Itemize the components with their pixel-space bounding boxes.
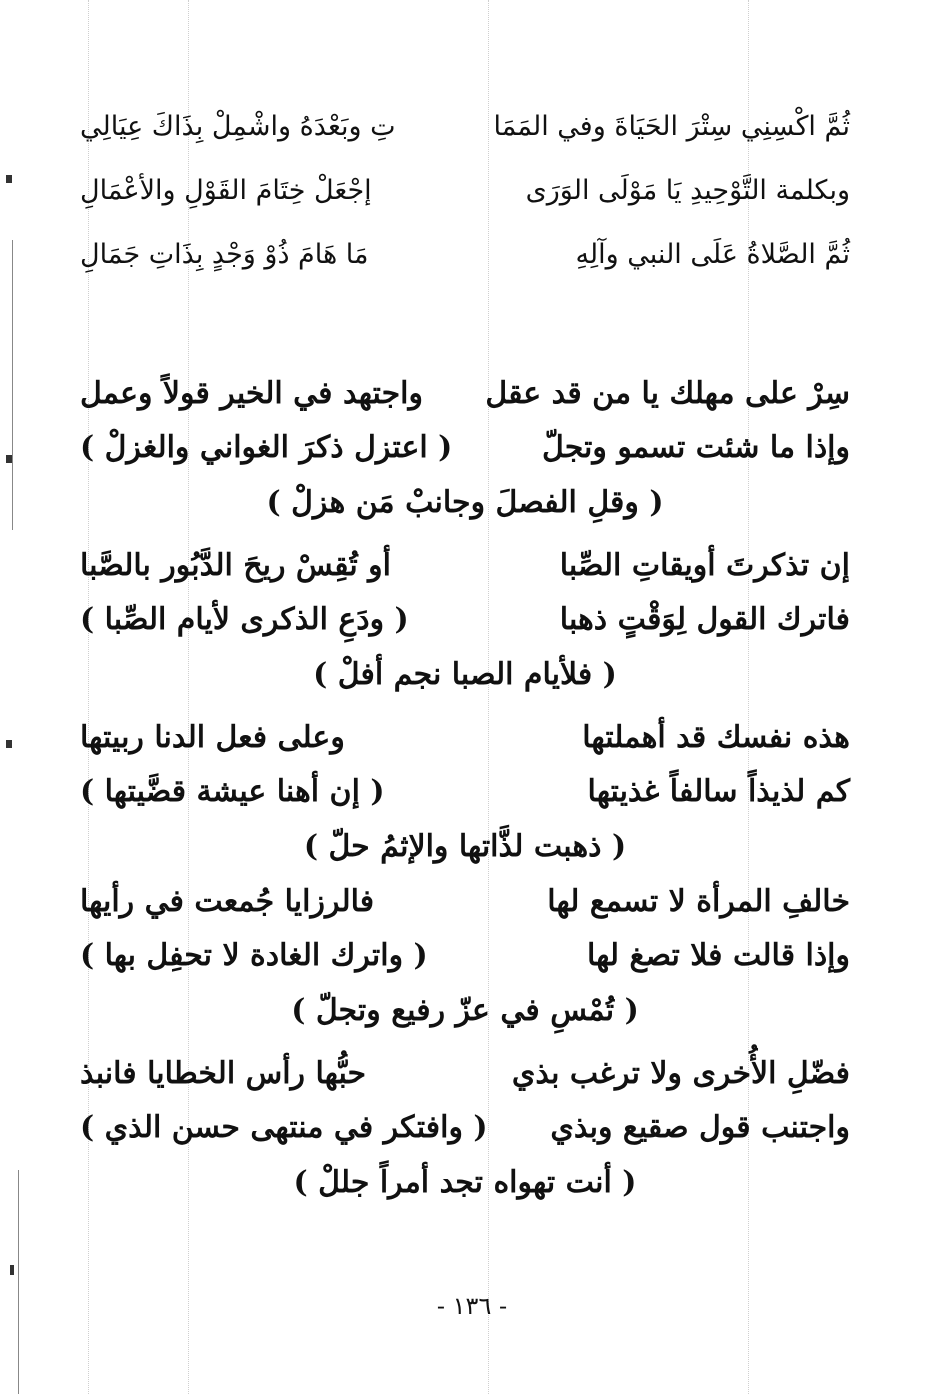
hemistich-right: وإذا قالت فلا تصغ لها <box>586 938 850 973</box>
poem-stanza <box>80 95 850 287</box>
hemistich-left: أو تُقِسْ ريحَ الدَّبُور بالصَّبا <box>80 548 391 583</box>
hemistich-left: حبُّها رأس الخطايا فانبذ <box>80 1056 367 1091</box>
mukhammas-line <box>80 1047 850 1101</box>
mukhammas-line <box>80 711 850 765</box>
hemistich-left: ( إن أهنا عيشة قضَّيتها ) <box>80 774 385 809</box>
scan-edge-line <box>12 240 13 530</box>
scan-dot <box>6 175 12 183</box>
verse-line <box>80 223 850 287</box>
mukhammas-stanza <box>80 875 850 1039</box>
hemistich-left: ( ودَعِ الذكرى لأيام الصِّبا ) <box>80 602 409 637</box>
hemistich-left: واجتهد في الخير قولاً وعمل <box>80 376 423 411</box>
mukhammas-line <box>80 875 850 929</box>
mukhammas-line <box>80 367 850 421</box>
mukhammas-line <box>80 421 850 475</box>
stanza-refrain: ( تُمْسِ في عزّ رفيع وتجلّ ) <box>291 993 639 1028</box>
hemistich-left: ( اعتزل ذكرَ الغواني والغزلْ ) <box>80 430 453 465</box>
hemistich-right: فضّلِ الأُخرى ولا ترغب بذي <box>511 1056 850 1091</box>
mukhammas-stanza <box>80 1047 850 1211</box>
hemistich-right: هذه نفسك قد أهملتها <box>582 720 850 755</box>
hemistich-left: ( واترك الغادة لا تحفِل بها ) <box>80 938 428 973</box>
verse-hemistich-right: ثُمَّ الصَّلاةُ عَلَى النبي وآلِهِ <box>575 239 850 270</box>
mukhammas-line <box>80 1101 850 1155</box>
hemistich-right: واجتنب قول صقيع وبذي <box>550 1110 850 1145</box>
verse-hemistich-left: تِ وبَعْدَهُ واشْمِلْ بِذَاكَ عِيَالِي <box>80 111 396 142</box>
stanza-refrain: ( وقلِ الفصلَ وجانبْ مَن هزلْ ) <box>266 485 664 520</box>
hemistich-right: سِرْ على مهلك يا من قد عقل <box>485 376 850 411</box>
verse-hemistich-left: إجْعَلْ خِتَامَ القَوْلِ والأعْمَالِ <box>80 175 372 206</box>
verse-hemistich-right: وبكلمة التَّوْحِيدِ يَا مَوْلَى الوَرَى <box>525 175 850 206</box>
stanza-refrain: ( أنت تهواه تجد أمراً جللْ ) <box>293 1165 637 1200</box>
mukhammas-stanza <box>80 711 850 875</box>
verse-line <box>80 159 850 223</box>
mukhammas-line <box>80 539 850 593</box>
hemistich-right: خالفِ المرأة لا تسمع لها <box>547 884 850 919</box>
scan-dot <box>10 1265 14 1275</box>
mukhammas-line <box>80 593 850 647</box>
page-content <box>80 95 850 1211</box>
mukhammas-line <box>80 765 850 819</box>
scan-dot <box>6 740 12 748</box>
hemistich-right: فاترك القول لِوَقْتٍ ذهبا <box>559 602 850 637</box>
scan-edge-line <box>18 1170 19 1394</box>
mukhammas-stanza <box>80 539 850 703</box>
hemistich-right: إن تذكرتَ أويقاتِ الصِّبا <box>559 548 850 583</box>
hemistich-right: وإذا ما شئت تسمو وتجلّ <box>541 430 850 465</box>
page-number: - ١٣٦ - <box>436 1292 508 1320</box>
hemistich-left: ( وافتكر في منتهى حسن الذي ) <box>80 1110 488 1145</box>
stanza-refrain: ( فلأيام الصبا نجم أفلْ ) <box>313 657 617 692</box>
verse-hemistich-right: ثُمَّ اكْسِنِي سِتْرَ الحَيَاةَ وفي المَمَا <box>493 111 850 142</box>
mukhammas-stanza <box>80 367 850 531</box>
hemistich-left: فالرزايا جُمعت في رأيها <box>80 884 375 919</box>
hemistich-left: وعلى فعل الدنا ربيتها <box>80 720 345 755</box>
hemistich-right: كم لذيذاً سالفاً غذيتها <box>587 774 850 809</box>
mukhammas-line <box>80 929 850 983</box>
stanza-refrain: ( ذهبت لذَّاتها والإثمُ حلّ ) <box>303 829 627 864</box>
verse-line <box>80 95 850 159</box>
verse-hemistich-left: مَا هَامَ ذُوْ وَجْدٍ بِذَاتِ جَمَالِ <box>80 239 369 270</box>
